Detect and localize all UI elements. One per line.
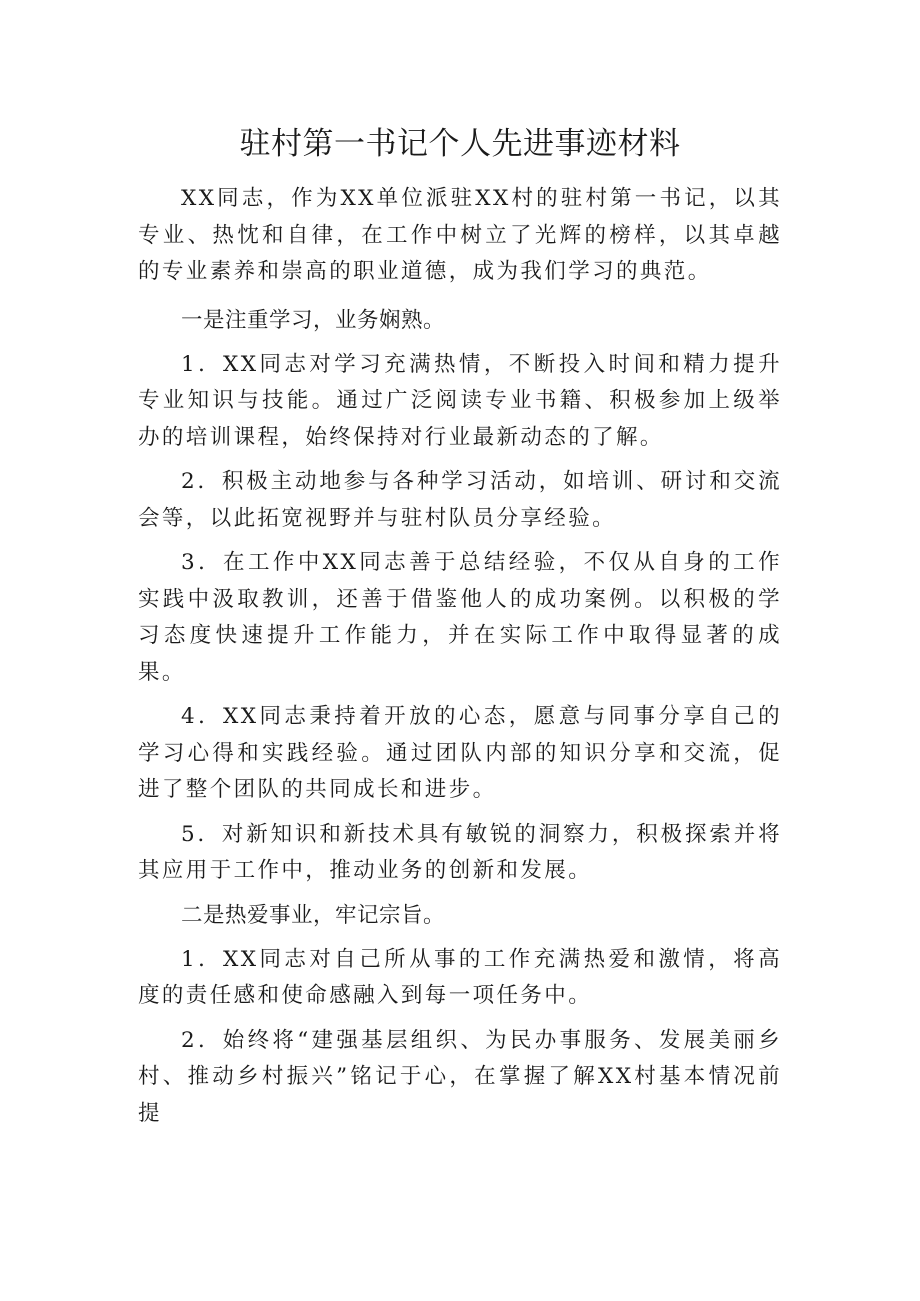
section-1-item-1: 1．XX同志对学习充满热情，不断投入时间和精力提升专业知识与技能。通过广泛阅读专业书籍、积极参加上级举办的培训课程，始终保持对行业最新动态的了解。 [138,351,782,450]
document-body [138,181,782,1140]
section-1-item-3: 3．在工作中XX同志善于总结经验，不仅从自身的工作实践中汲取教训，还善于借鉴他人的成功案例。以积极的学习态度快速提升工作能力，并在实际工作中取得显著的成果。 [138,550,782,685]
intro-paragraph: XX同志，作为XX单位派驻XX村的驻村第一书记，以其专业、热忱和自律，在工作中树立了光辉的榜样，以其卓越的专业素养和崇高的职业道德，成为我们学习的典范。 [138,186,782,284]
section-1-item-5: 5．对新知识和新技术具有敏锐的洞察力，积极探索并将其应用于工作中，推动业务的创新和发展。 [138,821,782,883]
section-1-item-2: 2．积极主动地参与各种学习活动，如培训、研讨和交流会等，以此拓宽视野并与驻村队员分享经验。 [138,469,782,531]
section-heading-2: 二是热爱事业，牢记宗旨。 [181,902,446,928]
section-2-item-2: 2．始终将“建强基层组织、为民办事服务、发展美丽乡村、推动乡村振兴”铭记于心，在掌握了解XX村基本情况前提 [138,1027,782,1126]
section-heading-1: 一是注重学习，业务娴熟。 [181,307,446,333]
document-title: 驻村第一书记个人先进事迹材料 [239,126,681,162]
section-1-item-4: 4．XX同志秉持着开放的心态，愿意与同事分享自己的学习心得和实践经验。通过团队内部的知识分享和交流，促进了整个团队的共同成长和进步。 [138,704,782,802]
section-2-item-1: 1．XX同志对自己所从事的工作充满热爱和激情，将高度的责任感和使命感融入到每一项任务中。 [138,946,782,1008]
